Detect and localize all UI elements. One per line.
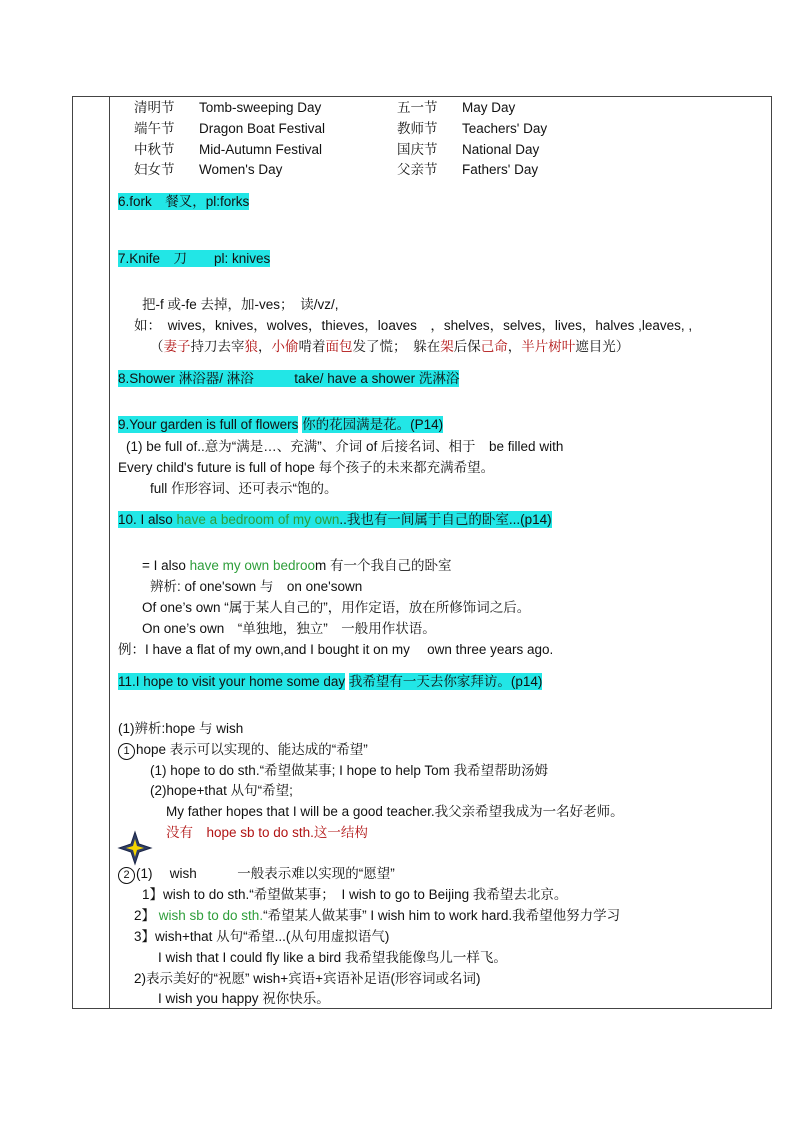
festival-cn: 妇女节 bbox=[134, 162, 175, 177]
item-bedroom-heading: 10. I also have a bedroom of my own..我也有一间属于自己的卧室...(p14) bbox=[118, 512, 552, 527]
festival-cn: 国庆节 bbox=[397, 142, 438, 157]
on-ones-own: On one’s own “单独地，独立” 一般用作状语。 bbox=[142, 621, 436, 636]
festival-cn: 清明节 bbox=[134, 100, 175, 115]
wish-blessing: 2)表示美好的“祝愿” wish+宾语+宾语补足语(形容词或名词) bbox=[134, 971, 481, 986]
item-hope-heading: 11.I hope to visit your home some day 我希望有一天去你家拜访。(p14) bbox=[118, 674, 543, 689]
festival-cn: 端午节 bbox=[134, 121, 175, 136]
full-of-note: (1) be full of..意为“满是…、充满”、介词 of 后接名词、相于 be filled with bbox=[126, 439, 564, 454]
festival-cn: 教师节 bbox=[397, 121, 438, 136]
festival-cn: 中秋节 bbox=[134, 142, 175, 157]
festival-en: Mid-Autumn Festival bbox=[199, 142, 323, 157]
of-ones-own: Of one’s own “属于某人自己的”，用作定语，放在所修饰词之后。 bbox=[142, 600, 531, 615]
item-garden-heading: 9.Your garden is full of flowers 你的花园满是花。(P14) bbox=[118, 417, 444, 432]
item-knife-heading: 7.Knife 刀 pl: knives bbox=[118, 251, 271, 266]
item-shower-heading: 8.Shower 淋浴器/ 淋浴 take/ have a shower 洗淋浴 bbox=[118, 371, 460, 386]
festival-en: Fathers' Day bbox=[462, 162, 539, 177]
full-of-example: Every child's future is full of hope 每个孩子的未来都充满希望。 bbox=[118, 460, 495, 475]
wish-usage-2: 2】 wish sb to do sth.“希望某人做某事” I wish him to work hard.我希望他努力学习 bbox=[134, 908, 621, 923]
hope-point-1: 1 hope 表示可以实现的、能达成的“希望” bbox=[118, 741, 368, 760]
full-adjective-note: full 作形容词、还可表示“饱的。 bbox=[150, 481, 338, 496]
plural-mnemonic: （妻子持刀去宰狼，小偷啃着面包发了慌； 躲在架后保己命，半片树叶遮目光） bbox=[150, 339, 630, 354]
hope-usage-example: My father hopes that I will be a good teacher.我父亲希望我成为一名好老师。 bbox=[166, 804, 624, 819]
festival-en: Women's Day bbox=[199, 162, 283, 177]
festival-en: Teachers' Day bbox=[462, 121, 548, 136]
star-icon bbox=[115, 828, 155, 868]
festival-en: Dragon Boat Festival bbox=[199, 121, 326, 136]
own-bedroom-line: = I also have my own bedroom 有一个我自己的卧室 bbox=[142, 558, 452, 573]
festival-en: May Day bbox=[462, 100, 516, 115]
item-fork-heading: 6.fork 餐叉，pl:forks bbox=[118, 194, 250, 209]
festival-en: National Day bbox=[462, 142, 540, 157]
hope-usage-2: (2)hope+that 从句“希望; bbox=[150, 783, 293, 798]
column-divider bbox=[109, 96, 110, 1009]
wish-point-2: 2 (1) wish 一般表示难以实现的“愿望” bbox=[118, 865, 395, 884]
festival-cn: 五一节 bbox=[397, 100, 438, 115]
hope-no-structure: 没有 hope sb to do sth.这一结构 bbox=[166, 825, 368, 840]
festival-cn: 父亲节 bbox=[397, 162, 438, 177]
plural-rule: 把-f 或-fe 去掉，加-ves； 读/vz/, bbox=[142, 297, 339, 312]
own-example: 例：I have a flat of my own,and I bought it on my own three years ago. bbox=[118, 642, 554, 657]
wish-usage-1: 1】wish to do sth.“希望做某事； I wish to go to Beijing 我希望去北京。 bbox=[142, 887, 568, 902]
hope-wish-title: (1)辨析:hope 与 wish bbox=[118, 721, 244, 736]
wish-blessing-example: I wish you happy 祝你快乐。 bbox=[158, 991, 330, 1006]
festival-en: Tomb-sweeping Day bbox=[199, 100, 322, 115]
own-bianxi: 辨析: of one'sown 与 on one'sown bbox=[150, 579, 363, 594]
wish-usage-example: I wish that I could fly like a bird 我希望我能像鸟儿一样飞。 bbox=[158, 950, 507, 965]
wish-usage-3: 3】wish+that 从句“希望...(从句用虚拟语气) bbox=[134, 929, 390, 944]
plural-examples: 如： wives，knives，wolves，thieves，loaves ，shelves，selves，lives，halves ,leaves, , bbox=[134, 318, 693, 333]
hope-usage-1: (1) hope to do sth.“希望做某事; I hope to help Tom 我希望帮助汤姆 bbox=[150, 763, 549, 778]
